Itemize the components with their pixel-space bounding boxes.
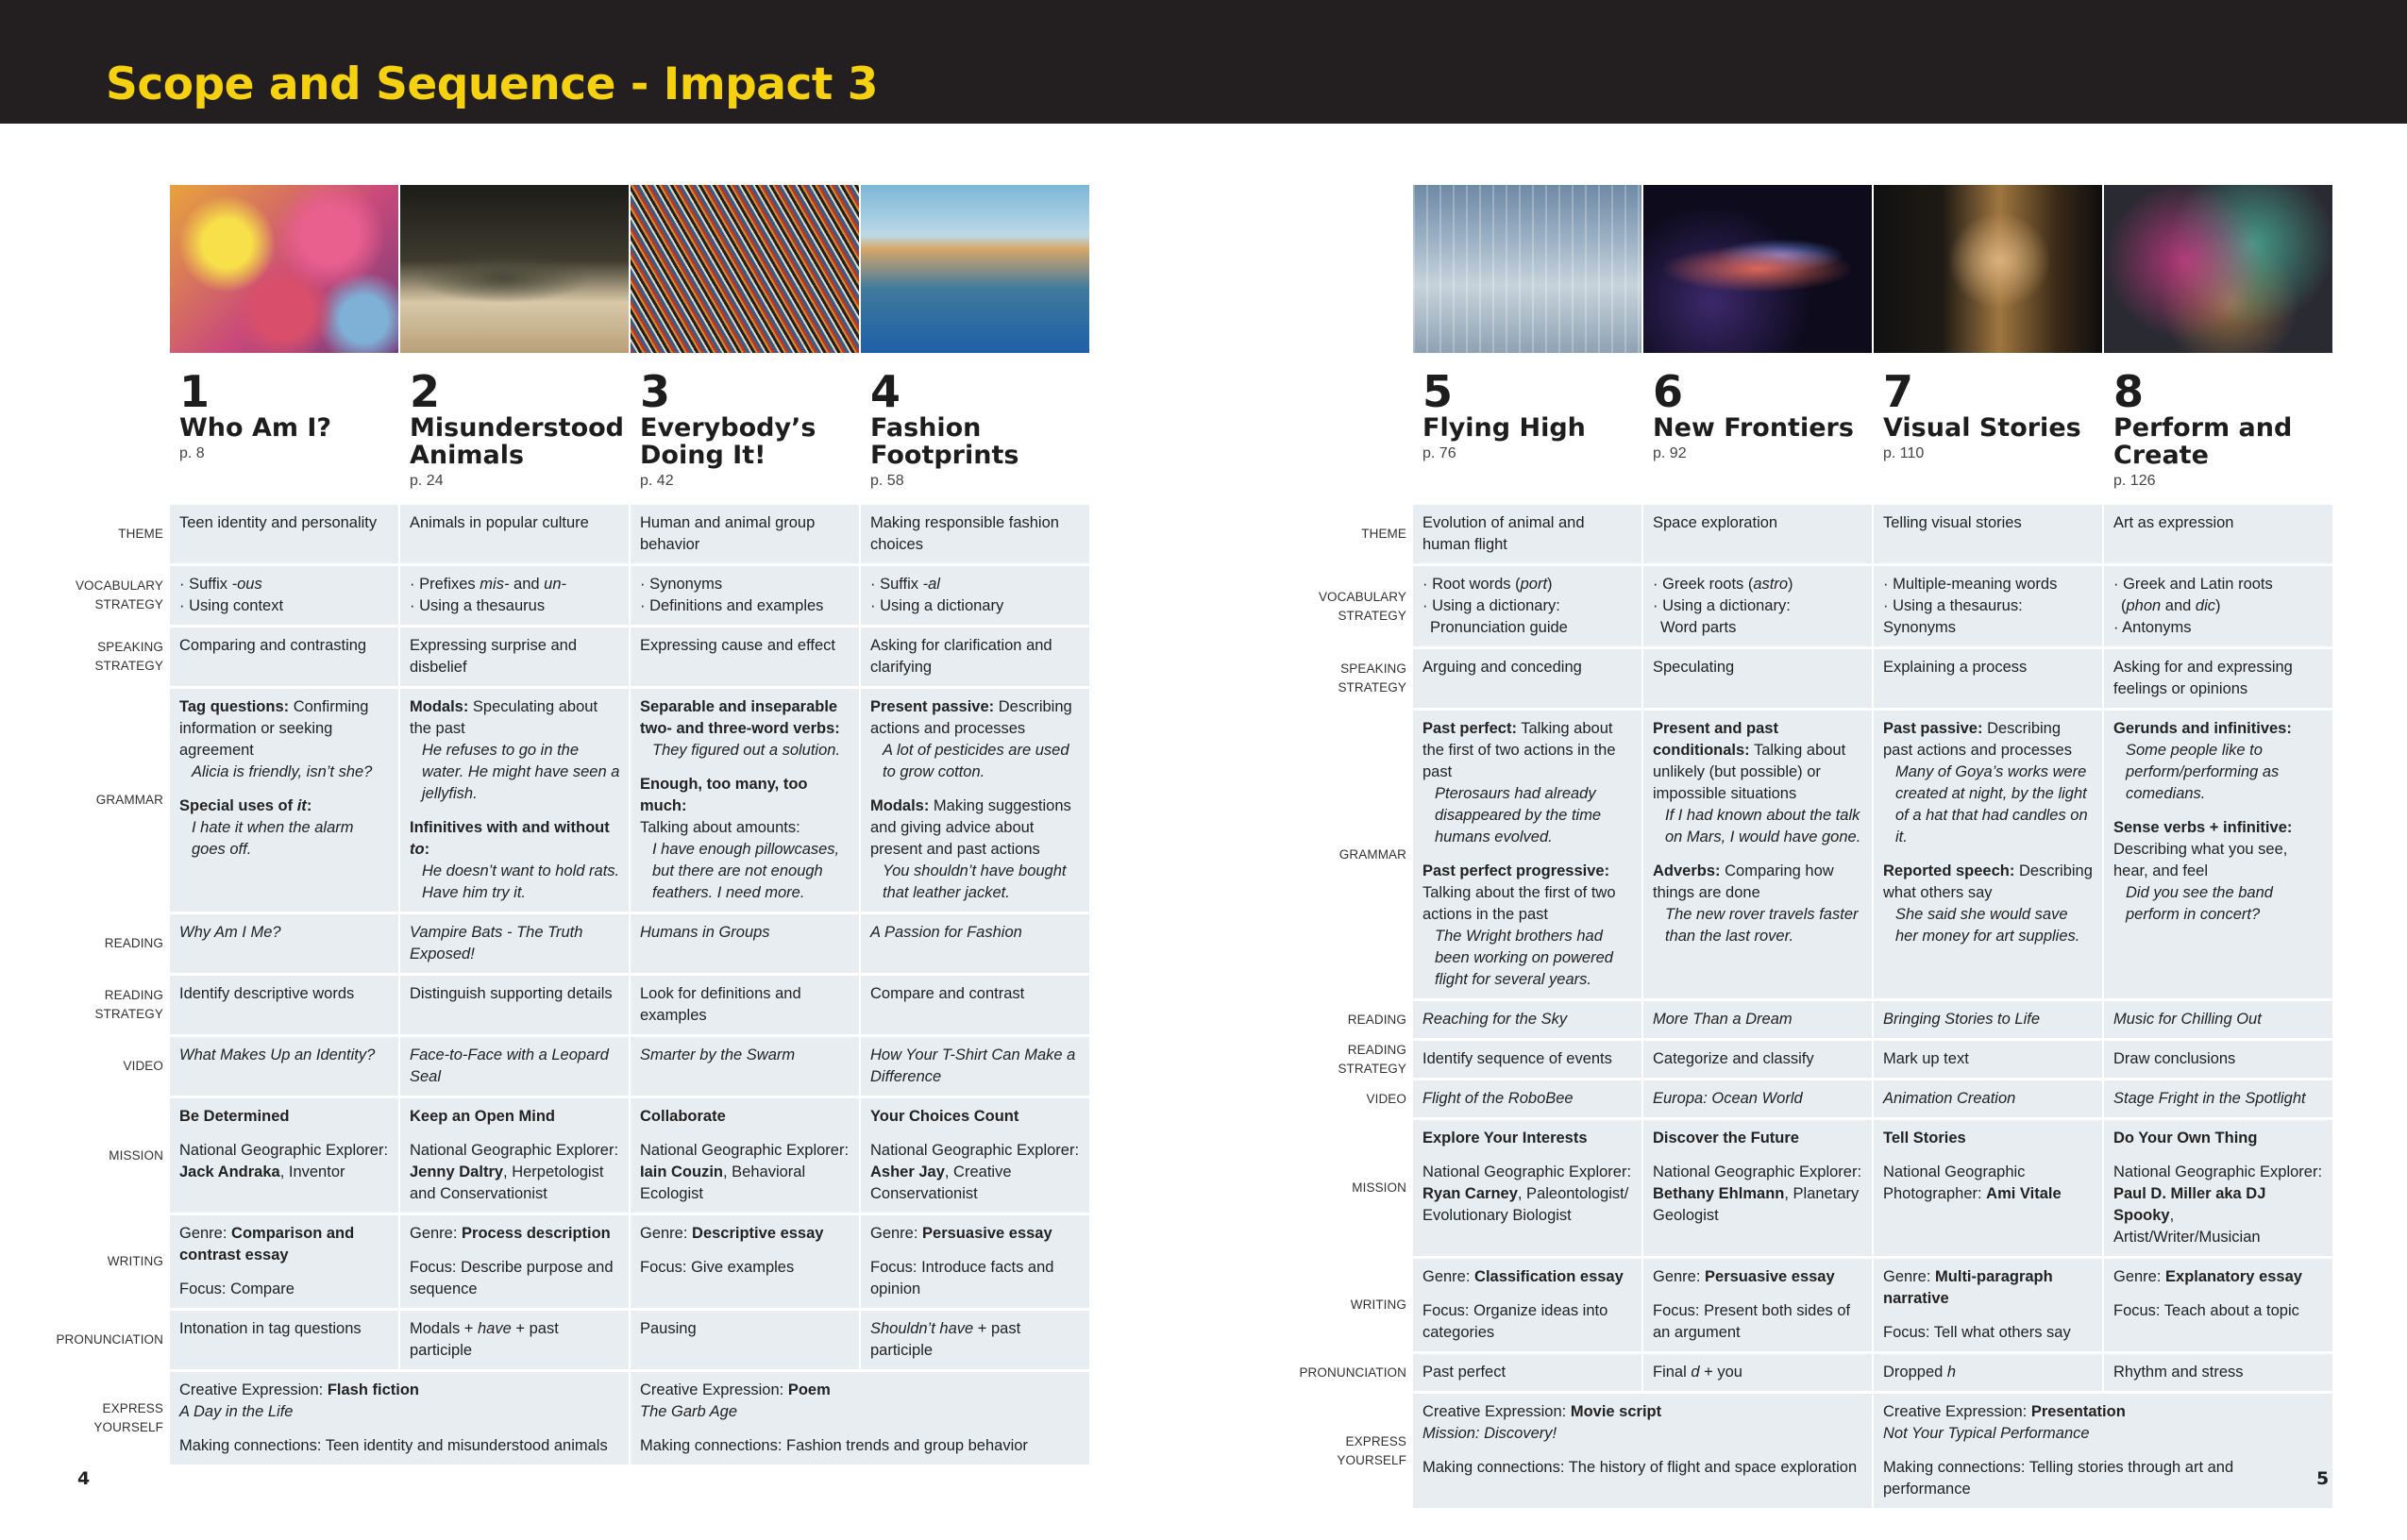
pronunciation-cell: Rhythm and stress [2104,1354,2332,1391]
vocab-cell: · Greek and Latin roots (phon and dic) · Antonyms [2104,566,2332,646]
speaking-cell: Explaining a process [1874,649,2102,708]
page-title: Scope and Sequence - Impact 3 [106,59,878,110]
reading-strategy-cell: Identify sequence of events [1413,1041,1641,1078]
unit-8-photo [2104,185,2332,353]
unit-page: p. 110 [1883,445,1925,461]
reading-strategy-cell: Categorize and classify [1643,1041,1872,1078]
unit-2-photo [400,185,629,353]
reading-strategy-cell: Compare and contrast [861,976,1089,1034]
unit-3-photo [631,185,859,353]
vocab-cell: · Multiple-meaning words · Using a thesaurus: Synonyms [1874,566,2102,646]
writing-cell: Genre: Persuasive essay Focus: Present both sides of an argument [1643,1259,1872,1351]
mission-cell: Keep an Open Mind National Geographic Explorer: Jenny Daltry, Herpetologist and Conservationist [400,1098,629,1213]
page-number-left: 4 [77,1468,91,1489]
scope-table-right [1299,505,2338,1511]
unit-page: p. 76 [1422,445,1456,461]
theme-cell: Evolution of animal and human flight [1413,505,1641,563]
unit-title: New Frontiers [1653,413,1854,443]
pronunciation-row [56,1311,1095,1369]
reading-strategy-cell: Look for definitions and examples [631,976,859,1034]
vocab-cell: · Suffix -al · Using a dictionary [861,566,1089,625]
speaking-strategy-row [94,628,1095,686]
unit-7-photo [1874,185,2102,353]
row-label-mission: MISSION [109,1147,163,1163]
unit-title: Misunderstood Animals [410,413,624,470]
writing-cell: Genre: Classification essay Focus: Organize ideas into categories [1413,1259,1641,1351]
reading-strategy-cell: Draw conclusions [2104,1041,2332,1078]
mission-cell: Be Determined National Geographic Explorer: Jack Andraka, Inventor [170,1098,398,1213]
video-cell: Flight of the RoboBee [1413,1080,1641,1117]
row-label-writing: WRITING [1350,1297,1406,1312]
unit-page: p. 24 [410,473,444,489]
reading-strategy-cell: Mark up text [1874,1041,2102,1078]
unit-title: Everybody’s Doing It! [640,413,816,470]
unit-title: Flying High [1422,413,1586,443]
mission-row [109,1098,1095,1213]
speaking-cell: Asking for clarification and clarifying [861,628,1089,686]
reading-row [1347,1001,2338,1038]
theme-cell: Animals in popular culture [400,505,629,563]
row-label-video: VIDEO [123,1059,163,1073]
mission-row [1352,1120,2338,1256]
video-cell: Animation Creation [1874,1080,2102,1117]
pronunciation-row [1299,1354,2338,1391]
grammar-cell: Past perfect: Talking about the first of two actions in the past Pterosaurs had already disappeared by the time humans evolved. Past perfect progressive: Talking about the first of two actions in the past The Wright brothers had been working on powered flight for several years. [1413,711,1641,998]
writing-cell: Genre: Explanatory essay Focus: Teach about a topic [2104,1259,2332,1351]
video-row [123,1037,1095,1096]
row-label-mission: MISSION [1352,1180,1406,1195]
grammar-cell: Separable and inseparable two- and three-word verbs: They figured out a solution. Enough, too many, too much: Talking about amounts: I have enough pillowcases, but there are not enough feathers. I need more. [631,689,859,912]
theme-cell: Telling visual stories [1874,505,2102,563]
row-label-express-yourself: EXPRESS YOURSELF [93,1401,163,1434]
pronunciation-cell: Dropped h [1874,1354,2102,1391]
photo-row-right [1413,185,2338,353]
row-label-speaking-strategy: SPEAKING STRATEGY [1338,661,1406,695]
unit-number: 4 [870,366,901,417]
vocab-cell: · Prefixes mis- and un- · Using a thesaurus [400,566,629,625]
writing-row [107,1215,1095,1308]
mission-cell: Your Choices Count National Geographic Explorer: Asher Jay, Creative Conservationist [861,1098,1089,1213]
unit-heading [1874,366,2102,490]
row-label-reading-strategy: READING STRATEGY [1338,1042,1406,1076]
grammar-cell: Tag questions: Confirming information or seeking agreement Alicia is friendly, isn’t she? Special uses of it: I hate it when the alarm goes off. [170,689,398,912]
video-cell: Face-to-Face with a Leopard Seal [400,1037,629,1096]
unit-number: 7 [1883,366,1914,417]
unit-heading [2104,366,2332,490]
unit-number: 1 [179,366,210,417]
unit-heading [1413,366,1641,490]
unit-number: 2 [410,366,441,417]
unit-page: p. 42 [640,473,674,489]
vocab-cell: · Root words (port) · Using a dictionary: Pronunciation guide [1413,566,1641,646]
vocabulary-strategy-row [75,566,1095,625]
pronunciation-cell: Past perfect [1413,1354,1641,1391]
row-label-vocabulary-strategy: VOCABULARY STRATEGY [1318,589,1406,623]
video-cell: Stage Fright in the Spotlight [2104,1080,2332,1117]
express-cell: Creative Expression: Movie script Mission: Discovery! Making connections: The history of flight and space exploration [1413,1394,1872,1508]
unit-page: p. 126 [2113,473,2156,489]
unit-page: p. 8 [179,445,205,461]
row-label-speaking-strategy: SPEAKING STRATEGY [94,640,163,673]
writing-row [1350,1259,2338,1351]
reading-row [104,914,1095,973]
grammar-cell: Gerunds and infinitives: Some people like to perform/performing as comedians. Sense verbs + infinitive: Describing what you see, hear, and feel Did you see the band perform in concert? [2104,711,2332,998]
theme-cell: Making responsible fashion choices [861,505,1089,563]
speaking-cell: Expressing cause and effect [631,628,859,686]
row-label-vocabulary-strategy: VOCABULARY STRATEGY [75,578,163,611]
writing-cell: Genre: Multi-paragraph narrative Focus: Tell what others say [1874,1259,2102,1351]
reading-cell: A Passion for Fashion [861,914,1089,973]
grammar-cell: Past passive: Describing past actions and processes Many of Goya’s works were created at night, by the light of a hat that had candles on it. Reported speech: Describing what others say She said she would save her money for art supplies. [1874,711,2102,998]
unit-title: Who Am I? [179,413,332,443]
video-cell: Smarter by the Swarm [631,1037,859,1096]
express-cell: Creative Expression: Flash fiction A Day in the Life Making connections: Teen identity and misunderstood animals [170,1372,629,1465]
unit-number: 3 [640,366,671,417]
pronunciation-cell: Final d + you [1643,1354,1872,1391]
speaking-cell: Asking for and expressing feelings or opinions [2104,649,2332,708]
unit-1-photo [170,185,398,353]
unit-heading [861,366,1089,490]
theme-cell: Space exploration [1643,505,1872,563]
unit-heading [170,366,398,490]
scope-table-left [56,505,1095,1467]
reading-cell: Vampire Bats - The Truth Exposed! [400,914,629,973]
unit-title: Visual Stories [1883,413,2081,443]
speaking-cell: Speculating [1643,649,1872,708]
reading-cell: Reaching for the Sky [1413,1001,1641,1038]
mission-cell: Tell Stories National Geographic Photographer: Ami Vitale [1874,1120,2102,1256]
speaking-cell: Arguing and conceding [1413,649,1641,708]
unit-title: Perform and Create [2113,413,2293,470]
video-cell: How Your T-Shirt Can Make a Difference [861,1037,1089,1096]
theme-cell: Human and animal group behavior [631,505,859,563]
reading-cell: Music for Chilling Out [2104,1001,2332,1038]
express-yourself-row [93,1372,1095,1465]
row-label-theme: THEME [118,527,163,541]
writing-cell: Genre: Persuasive essay Focus: Introduce facts and opinion [861,1215,1089,1308]
reading-strategy-cell: Distinguish supporting details [400,976,629,1034]
unit-5-photo [1413,185,1641,353]
pronunciation-cell: Pausing [631,1311,859,1369]
row-label-express-yourself: EXPRESS YOURSELF [1337,1433,1406,1467]
speaking-cell: Expressing surprise and disbelief [400,628,629,686]
grammar-cell: Modals: Speculating about the past He refuses to go in the water. He might have seen a jellyfish. Infinitives with and without to: He doesn’t want to hold rats. Have him try it. [400,689,629,912]
row-label-reading: READING [1347,1012,1406,1027]
row-label-grammar: GRAMMAR [1338,846,1406,862]
row-label-pronunciation: PRONUNCIATION [56,1332,163,1347]
vocab-cell: · Suffix -ous · Using context [170,566,398,625]
unit-number: 6 [1653,366,1684,417]
express-yourself-row [1337,1394,2338,1508]
reading-strategy-cell: Identify descriptive words [170,976,398,1034]
theme-row [1361,505,2338,563]
photo-row-left [170,185,1095,353]
speaking-strategy-row [1338,649,2338,708]
row-label-pronunciation: PRONUNCIATION [1299,1364,1406,1380]
mission-cell: Do Your Own Thing National Geographic Explorer: Paul D. Miller aka DJ Spooky, Artist/Writer/Musician [2104,1120,2332,1256]
express-cell: Creative Expression: Poem The Garb Age Making connections: Fashion trends and group behavior [631,1372,1089,1465]
vocabulary-strategy-row [1318,566,2338,646]
vocab-cell: · Synonyms · Definitions and examples [631,566,859,625]
reading-strategy-row [1338,1041,2338,1078]
writing-cell: Genre: Process description Focus: Describe purpose and sequence [400,1215,629,1308]
unit-number: 5 [1422,366,1454,417]
unit-heading [631,366,859,490]
video-row [1366,1080,2338,1117]
grammar-cell: Present passive: Describing actions and processes A lot of pesticides are used to grow cotton. Modals: Making suggestions and giving advice about present and past actions You shouldn’t have bought that leather jacket. [861,689,1089,912]
row-label-video: VIDEO [1366,1091,1406,1106]
page-number-right: 5 [2316,1468,2330,1489]
express-cell: Creative Expression: Presentation Not Your Typical Performance Making connections: Telling stories through art and performance [1874,1394,2332,1508]
unit-number: 8 [2113,366,2145,417]
grammar-row [1338,711,2338,998]
grammar-row [95,689,1095,912]
unit-heading [1643,366,1872,490]
writing-cell: Genre: Comparison and contrast essay Focus: Compare [170,1215,398,1308]
pronunciation-cell: Shouldn’t have + past participle [861,1311,1089,1369]
reading-cell: More Than a Dream [1643,1001,1872,1038]
pronunciation-cell: Intonation in tag questions [170,1311,398,1369]
mission-cell: Discover the Future National Geographic Explorer: Bethany Ehlmann, Planetary Geologist [1643,1120,1872,1256]
unit-heading [400,366,629,490]
row-label-writing: WRITING [107,1254,163,1268]
pronunciation-cell: Modals + have + past participle [400,1311,629,1369]
row-label-reading-strategy: READING STRATEGY [94,988,163,1021]
mission-cell: Collaborate National Geographic Explorer: Iain Couzin, Behavioral Ecologist [631,1098,859,1213]
vocab-cell: · Greek roots (astro) · Using a dictionary: Word parts [1643,566,1872,646]
speaking-cell: Comparing and contrasting [170,628,398,686]
row-label-reading: READING [104,936,163,950]
row-label-theme: THEME [1361,527,1406,541]
row-label-grammar: GRAMMAR [95,793,163,807]
unit-title: Fashion Footprints [870,413,1019,470]
unit-headings-left [170,366,1095,490]
unit-page: p. 58 [870,473,904,489]
reading-cell: Why Am I Me? [170,914,398,973]
theme-cell: Teen identity and personality [170,505,398,563]
video-cell: What Makes Up an Identity? [170,1037,398,1096]
reading-cell: Bringing Stories to Life [1874,1001,2102,1038]
reading-strategy-row [94,976,1095,1034]
theme-row [118,505,1095,563]
grammar-cell: Present and past conditionals: Talking about unlikely (but possible) or impossible situations If I had known about the talk on Mars, I would have gone. Adverbs: Comparing how things are done The new rover travels faster than the last rover. [1643,711,1872,998]
theme-cell: Art as expression [2104,505,2332,563]
unit-6-photo [1643,185,1872,353]
unit-headings-right [1413,366,2338,490]
reading-cell: Humans in Groups [631,914,859,973]
unit-4-photo [861,185,1089,353]
unit-page: p. 92 [1653,445,1687,461]
writing-cell: Genre: Descriptive essay Focus: Give examples [631,1215,859,1308]
mission-cell: Explore Your Interests National Geographic Explorer: Ryan Carney, Paleontologist/ Evolutionary Biologist [1413,1120,1641,1256]
video-cell: Europa: Ocean World [1643,1080,1872,1117]
